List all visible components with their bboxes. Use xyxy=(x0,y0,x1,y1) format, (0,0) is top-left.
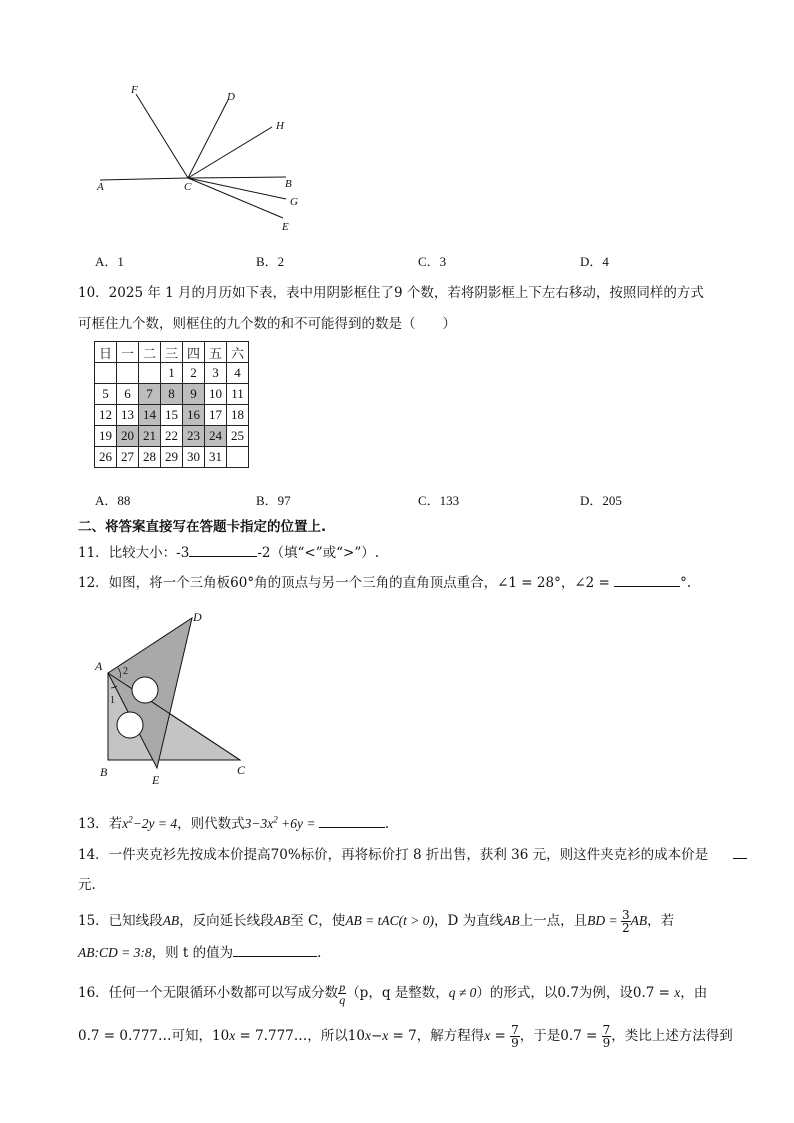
q16-l1a: 16．任何一个无限循环小数都可以写成分数 xyxy=(78,985,339,1001)
calendar-cell: 4 xyxy=(227,363,249,384)
calendar-header: 三 xyxy=(161,342,183,363)
q15-seg-ab: AB xyxy=(162,913,180,928)
calendar-cell: 25 xyxy=(227,426,249,447)
q16-l1e: x xyxy=(674,985,681,1000)
calendar-row xyxy=(95,447,249,468)
calendar-cell: 3 xyxy=(205,363,227,384)
calendar-cell xyxy=(117,363,139,384)
q10-option-c[interactable]: C．133 xyxy=(418,493,460,508)
calendar-header: 二 xyxy=(139,342,161,363)
figure-triangles-q12 xyxy=(90,608,260,788)
q15-f: ，D 为直线 xyxy=(434,913,504,929)
calendar-cell-shaded: 14 xyxy=(139,405,161,426)
calendar-cell: 10 xyxy=(205,384,227,405)
q16-fraction-1 xyxy=(510,1024,520,1049)
q16-l1d: ）的形式，以0.7为例，设0.7 = xyxy=(476,985,675,1001)
q11-answer-blank[interactable] xyxy=(189,543,257,557)
calendar-cell: 15 xyxy=(161,405,183,426)
label-angle-1: 1 xyxy=(110,695,115,706)
q11-pre: 11．比较大小：-3 xyxy=(78,545,190,561)
calendar-cell: 5 xyxy=(95,384,117,405)
q13-condition: $x^2-2y = 4$ xyxy=(122,814,178,831)
q16-fraction-pq xyxy=(338,981,346,1006)
q9-option-c[interactable]: C．3 xyxy=(418,254,447,269)
q16-l2k: ，类比上述方法得到 xyxy=(611,1028,733,1044)
calendar-cell: 28 xyxy=(139,447,161,468)
q15-frac-den: 2 xyxy=(622,921,630,935)
calendar-header: 四 xyxy=(183,342,205,363)
label-d: D xyxy=(227,91,235,103)
ray-ca xyxy=(100,178,188,180)
q15-seg-ab-2: AB xyxy=(273,913,291,928)
calendar-cell: 31 xyxy=(205,447,227,468)
label-c: C xyxy=(237,763,246,777)
q15-b: ，反向延长线段 xyxy=(179,913,274,929)
q16-f1d: 9 xyxy=(511,1036,519,1050)
calendar-row xyxy=(95,426,249,447)
calendar-cell: 27 xyxy=(117,447,139,468)
q15-seg-ab-3: AB xyxy=(503,913,520,928)
q10-text-line1: 10．2025 年 1 月的月历如下表，表中用阴影框住了9 个数，若将阴影框上下左右移动，按照同样的方式 xyxy=(78,285,704,301)
q10-option-a[interactable]: A．88 xyxy=(95,493,131,508)
ray-cg xyxy=(188,178,286,199)
q16-l2f: x xyxy=(382,1028,389,1043)
label-a: A xyxy=(95,659,103,673)
q16-l2b: x xyxy=(229,1028,236,1043)
q15-seg-ab-4: AB xyxy=(630,913,648,928)
calendar-header: 日 xyxy=(95,342,117,363)
calendar-cell: 13 xyxy=(117,405,139,426)
q16-l2d: x xyxy=(364,1028,371,1043)
calendar-cell: 12 xyxy=(95,405,117,426)
calendar-cell: 26 xyxy=(95,447,117,468)
q16-text-line2 xyxy=(78,1024,733,1049)
q15-line2b: ，则 t 的值为 xyxy=(151,945,234,961)
calendar-cell: 30 xyxy=(183,447,205,468)
label-e: E xyxy=(152,773,160,787)
ray-cf xyxy=(136,94,188,178)
calendar-cell: 2 xyxy=(183,363,205,384)
q14-text-line1: 14．一件夹克衫先按成本价提高70%标价，再将标价打 8 折出售，获利 36 元，则这件夹克衫的成本价是 xyxy=(78,847,709,863)
q13-pre: 13．若 xyxy=(78,816,123,832)
label-b: B xyxy=(285,178,292,190)
q16-l2j: ，于是0.7 = xyxy=(519,1028,602,1044)
q16-l1b: （p，q 是整数， xyxy=(346,985,449,1001)
q15-bd: BD = xyxy=(587,913,622,928)
ray-ce xyxy=(188,178,283,218)
calendar-cell: 1 xyxy=(161,363,183,384)
q12-text xyxy=(78,571,691,591)
q16-l2h: x xyxy=(484,1028,491,1043)
q15-ratio: AB:CD = 3:8 xyxy=(78,945,152,960)
q16-q: q xyxy=(339,993,346,1007)
q15-answer-blank[interactable] xyxy=(233,943,317,957)
calendar-row xyxy=(95,363,249,384)
calendar-cell xyxy=(95,363,117,384)
hole-circle-upper xyxy=(132,677,158,703)
q16-l1f: ，由 xyxy=(680,985,708,1001)
hole-circle-lower xyxy=(117,712,143,738)
calendar-cell-shaded: 20 xyxy=(117,426,139,447)
q16-f2n: 7 xyxy=(602,1023,611,1037)
calendar-cell-shaded: 7 xyxy=(139,384,161,405)
q15-pre: 15．已知线段 xyxy=(78,913,163,929)
q9-option-d[interactable]: D．4 xyxy=(580,254,609,269)
q13-post: . xyxy=(384,816,390,832)
figure-angles-q9 xyxy=(90,80,320,240)
q16-l1c: q ≠ 0 xyxy=(448,985,477,1000)
label-b: B xyxy=(100,765,108,779)
calendar-cell-shaded: 21 xyxy=(139,426,161,447)
label-d: D xyxy=(193,610,202,624)
q13-mid: ，则代数式 xyxy=(177,816,245,832)
q15-relation: AB = tAC(t > 0) xyxy=(345,913,435,928)
calendar-cell-shaded: 9 xyxy=(183,384,205,405)
label-angle-2: 2 xyxy=(123,666,128,677)
q10-text-line2: 可框住九个数，则框住的九个数的和不可能得到的数是（ ） xyxy=(78,316,456,332)
q16-fraction-2 xyxy=(602,1024,612,1049)
q13-expression: $3-3x^2 +6y$ = xyxy=(244,814,319,831)
q16-l2c: = 7.777…，所以10 xyxy=(235,1028,365,1044)
calendar-cell xyxy=(139,363,161,384)
calendar-cell: 6 xyxy=(117,384,139,405)
calendar-header-row xyxy=(95,342,249,363)
q16-l2e: − xyxy=(370,1028,383,1044)
calendar-cell-shaded: 16 xyxy=(183,405,205,426)
calendar-cell-shaded: 8 xyxy=(161,384,183,405)
q13-answer-blank[interactable] xyxy=(319,814,385,828)
calendar-cell: 18 xyxy=(227,405,249,426)
q15-frac-num: 3 xyxy=(622,908,630,922)
label-a: A xyxy=(97,181,104,193)
section-heading: 二、将答案直接写在答题卡指定的位置上. xyxy=(78,519,327,535)
label-g: G xyxy=(290,196,298,208)
q9-option-a[interactable]: A．1 xyxy=(95,254,124,269)
q14-answer-blank[interactable] xyxy=(733,858,747,859)
q9-option-b[interactable]: B．2 xyxy=(256,254,285,269)
calendar-cell-shaded: 24 xyxy=(205,426,227,447)
q11-text xyxy=(78,541,379,561)
calendar-header: 六 xyxy=(227,342,249,363)
q12-pre: 12．如图，将一个三角板60°角的顶点与另一个三角的直角顶点重合，∠1 = 28°，∠2 = xyxy=(78,575,615,591)
q15-line2c: . xyxy=(317,945,322,961)
q16-l2i: = xyxy=(490,1028,511,1044)
q10-option-b[interactable]: B．97 xyxy=(256,493,291,508)
q15-text-line1 xyxy=(78,909,674,934)
q16-text-line1 xyxy=(78,981,707,1006)
calendar-cell: 11 xyxy=(227,384,249,405)
calendar-header: 五 xyxy=(205,342,227,363)
q15-d: 至 C，使 xyxy=(290,913,346,929)
calendar-cell: 19 xyxy=(95,426,117,447)
label-c: C xyxy=(184,181,192,193)
q15-text-line2 xyxy=(78,941,321,961)
q13-text xyxy=(78,812,389,832)
q16-l2g: = 7，解方程得 xyxy=(388,1028,485,1044)
label-e: E xyxy=(282,221,289,233)
q16-l2a: 0.7 = 0.777…可知，10 xyxy=(78,1028,230,1044)
calendar-cell xyxy=(227,447,249,468)
q15-h: 上一点，且 xyxy=(519,913,588,929)
q16-p: p xyxy=(339,980,346,994)
ray-cb xyxy=(188,177,286,178)
calendar-cell: 17 xyxy=(205,405,227,426)
calendar-row xyxy=(95,384,249,405)
calendar-row xyxy=(95,405,249,426)
calendar-table xyxy=(94,341,249,468)
calendar-header: 一 xyxy=(117,342,139,363)
q15-k: ，若 xyxy=(647,913,675,929)
calendar-cell: 29 xyxy=(161,447,183,468)
calendar-cell: 22 xyxy=(161,426,183,447)
q14-text-line2: 元. xyxy=(78,877,96,893)
label-f: F xyxy=(131,84,138,96)
label-h: H xyxy=(276,120,284,132)
calendar-cell-shaded: 23 xyxy=(183,426,205,447)
q15-fraction xyxy=(621,909,631,934)
q11-post: -2（填“<”或“>”）. xyxy=(257,545,380,561)
q10-option-d[interactable]: D．205 xyxy=(580,493,622,508)
q16-f2d: 9 xyxy=(602,1036,611,1050)
q12-answer-blank[interactable] xyxy=(614,573,680,587)
q16-f1n: 7 xyxy=(511,1023,519,1037)
q12-post: °. xyxy=(680,575,692,591)
